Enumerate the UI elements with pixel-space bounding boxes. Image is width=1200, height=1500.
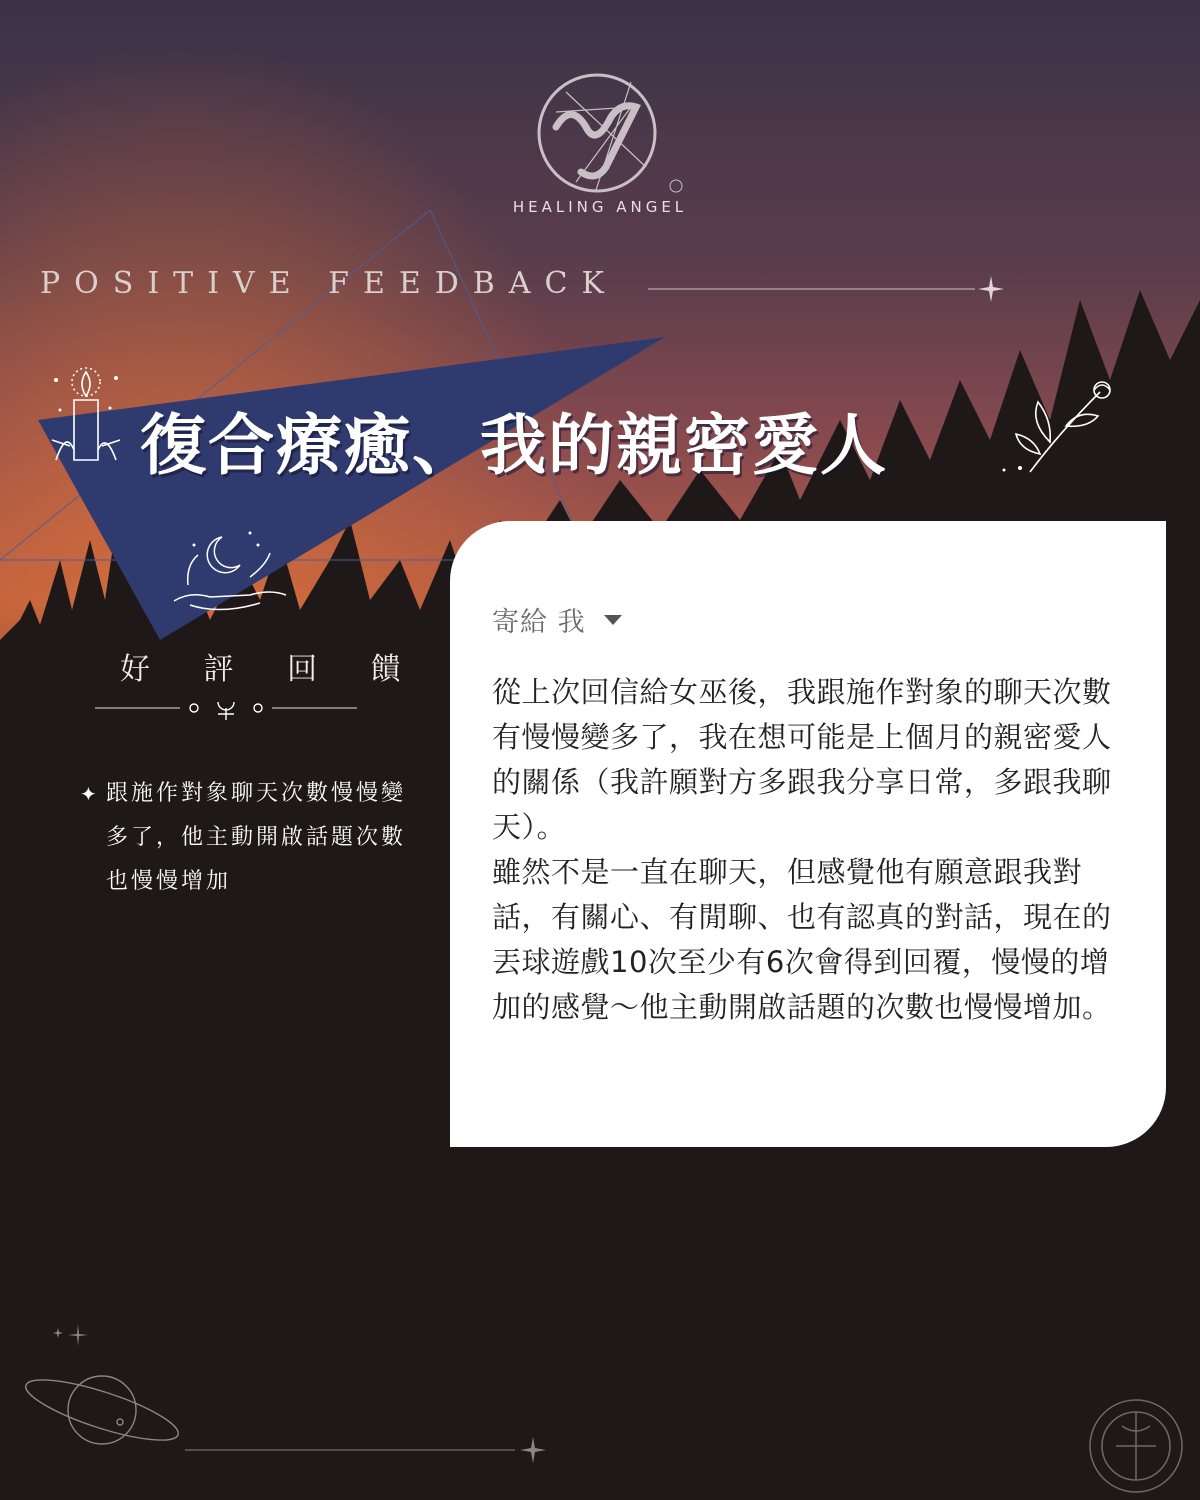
- planet-icon: [20, 1320, 185, 1460]
- message-header[interactable]: [492, 600, 622, 639]
- seal-stamp-icon: [1086, 1396, 1186, 1496]
- message-paragraph: 雖然不是一直在聊天，但感覺他有願意跟我對話，有關心、有閒聊、也有認真的對話，現在的丟球遊戲10次至少有6次會得到回覆，慢慢的增加的感覺～他主動開啟話題的次數也慢慢增加。: [492, 855, 1112, 1024]
- brand-name: HEALING ANGEL: [512, 198, 688, 216]
- chevron-down-icon[interactable]: [604, 615, 622, 625]
- message-body: [492, 670, 1128, 1030]
- message-recipient: 寄給 我: [492, 607, 586, 638]
- summary-text: 跟施作對象聊天次數慢慢變多了，他主動開啟話題次數也慢慢增加: [106, 781, 407, 894]
- subheading: 好 評 回 饋: [120, 652, 423, 687]
- divider-moon-icon: [180, 694, 272, 724]
- summary-bullet: ✦: [80, 782, 97, 806]
- sparkle-icon: [978, 276, 1004, 302]
- sparkle-icon: [520, 1437, 546, 1463]
- flower-branch-icon: [990, 372, 1120, 482]
- message-paragraph: 從上次回信給女巫後，我跟施作對象的聊天次數有慢慢變多了，我在想可能是上個月的親密愛人的關係（我許願對方多跟我分享日常，多跟我聊天）。: [492, 675, 1112, 844]
- candle-icon: [46, 360, 126, 472]
- moon-hand-icon: [170, 525, 290, 617]
- logo-emblem-icon: [536, 72, 686, 197]
- headline: 復合療癒、我的親密愛人: [140, 407, 888, 484]
- section-label: POSITIVE FEEDBACK: [40, 266, 618, 301]
